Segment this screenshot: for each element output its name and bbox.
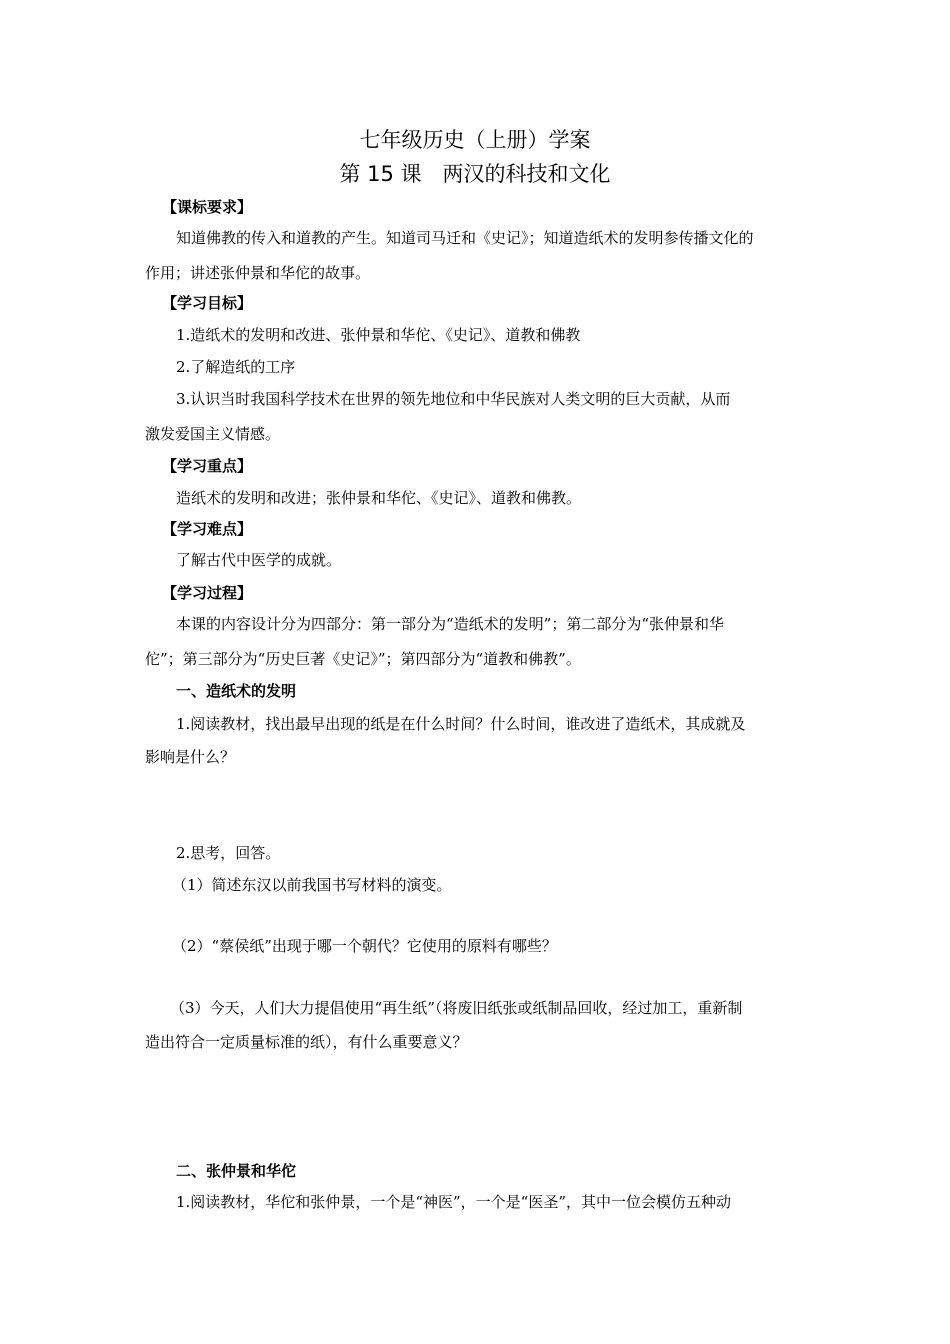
mubiao-item-3-line2: 激发爱国主义情感。 [145, 425, 281, 443]
part1-question-2-2: （2）“蔡侯纸”出现于哪一个朝代？它使用的原料有哪些？ [172, 937, 557, 955]
guocheng-text-line2: 佗”；第三部分为“历史巨著《史记》”；第四部分为“道教和佛教”。 [145, 650, 581, 668]
mubiao-item-1: 1.造纸术的发明和改进、张仲景和华佗、《史记》、道教和佛教 [176, 326, 581, 344]
mubiao-item-3-line1: 3.认识当时我国科学技术在世界的领先地位和中华民族对人类文明的巨大贡献，从而 [176, 390, 731, 408]
zhongdian-text: 造纸术的发明和改进；张仲景和华佗、《史记》、道教和佛教。 [176, 489, 582, 507]
part1-question-1-line1: 1.阅读教材，找出最早出现的纸是在什么时间？什么时间，谁改进了造纸术，其成就及 [176, 715, 746, 733]
part1-question-2-3-line2: 造出符合一定质量标准的纸），有什么重要意义？ [145, 1033, 468, 1051]
nandian-heading: 【学习难点】 [162, 520, 253, 538]
mubiao-item-2: 2.了解造纸的工序 [176, 358, 296, 376]
document-title: 七年级历史（上册）学案 [359, 128, 591, 152]
guocheng-heading: 【学习过程】 [162, 584, 253, 602]
part1-heading: 一、造纸术的发明 [176, 682, 297, 700]
part1-question-2: 2.思考，回答。 [176, 844, 281, 862]
kebiao-text-line2: 作用；讲述张仲景和华佗的故事。 [145, 264, 371, 282]
kebiao-heading: 【课标要求】 [162, 198, 253, 216]
part2-heading: 二、张仲景和华佗 [176, 1162, 297, 1180]
lesson-title: 第 15 课 两汉的科技和文化 [339, 162, 611, 186]
part1-question-2-3-line1: （3）今天，人们大力提倡使用“再生纸”（将废旧纸张或纸制品回收，经过加工，重新制 [170, 999, 743, 1017]
guocheng-text-line1: 本课的内容设计分为四部分：第一部分为“造纸术的发明”；第二部分为“张仲景和华 [176, 615, 725, 633]
mubiao-heading: 【学习目标】 [162, 294, 253, 312]
zhongdian-heading: 【学习重点】 [162, 457, 253, 475]
kebiao-text-line1: 知道佛教的传入和道教的产生。知道司马迁和《史记》；知道造纸术的发明参传播文化的 [176, 229, 754, 247]
part2-question-1-line1: 1.阅读教材，华佗和张仲景，一个是“神医”，一个是“医圣”，其中一位会模仿五种动 [176, 1193, 731, 1211]
nandian-text: 了解古代中医学的成就。 [176, 551, 342, 569]
part1-question-1-line2: 影响是什么？ [145, 748, 236, 766]
part1-question-2-1: （1）简述东汉以前我国书写材料的演变。 [172, 876, 452, 894]
